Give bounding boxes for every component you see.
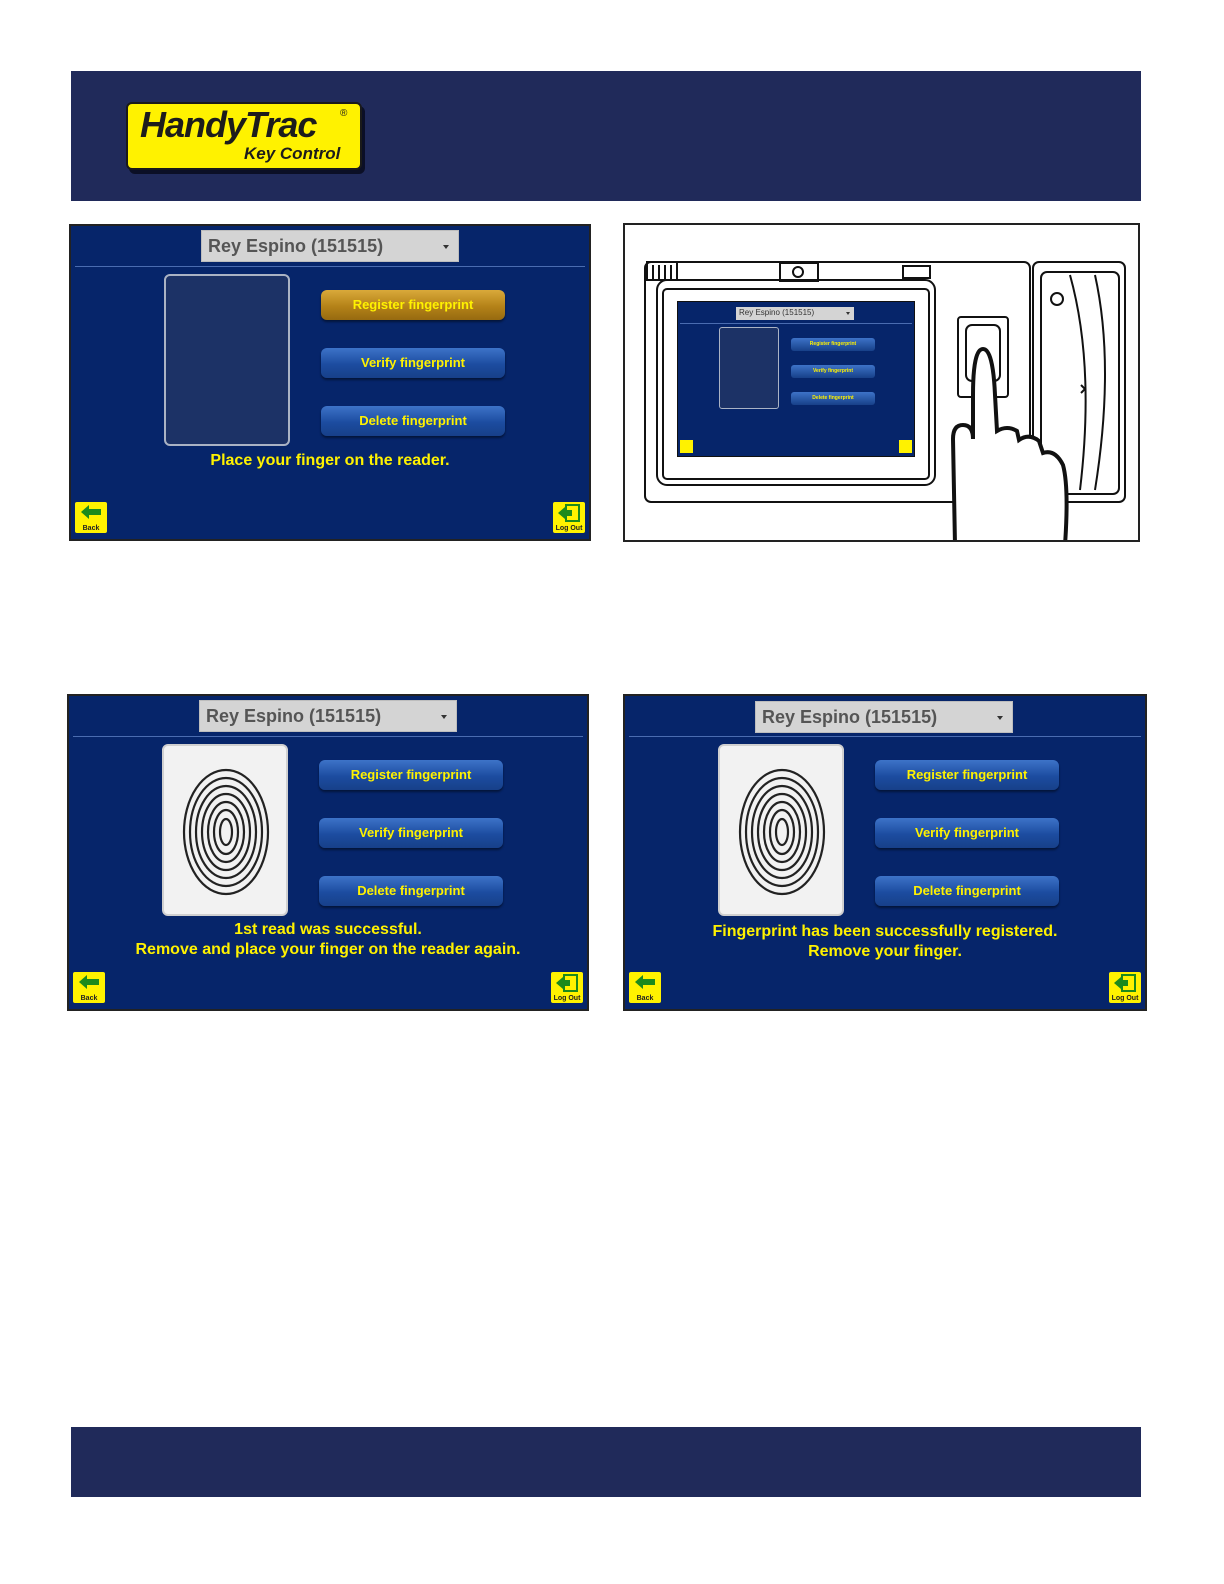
kiosk-screen-preview xyxy=(677,301,915,457)
logo-registered-mark: ® xyxy=(340,108,348,119)
logout-icon xyxy=(557,504,581,522)
fingerprint-image xyxy=(718,744,844,916)
divider xyxy=(75,266,585,267)
kiosk-device-illustration xyxy=(623,223,1140,542)
fingerprint-icon xyxy=(720,746,842,914)
fingerprint-preview-empty xyxy=(164,274,290,446)
back-button[interactable] xyxy=(629,972,661,1003)
fingerprint-image xyxy=(162,744,288,916)
register-fingerprint-button[interactable]: Register fingerprint xyxy=(875,760,1059,790)
back-arrow-icon xyxy=(77,974,101,990)
delete-fingerprint-button[interactable]: Delete fingerprint xyxy=(321,406,505,436)
header-band xyxy=(71,71,1141,201)
mini-divider xyxy=(680,323,912,324)
fingerprint-icon xyxy=(164,746,286,914)
divider xyxy=(629,736,1141,737)
logout-icon xyxy=(555,974,579,992)
logout-label: Log Out xyxy=(555,525,583,532)
logout-button[interactable] xyxy=(1109,972,1141,1003)
chevron-down-icon xyxy=(846,312,850,315)
logout-label: Log Out xyxy=(553,995,581,1002)
back-button[interactable] xyxy=(73,972,105,1003)
mini-register-button: Register fingerprint xyxy=(791,338,875,351)
divider xyxy=(73,736,583,737)
mini-logout-button xyxy=(899,440,912,453)
footer-band xyxy=(71,1427,1141,1497)
mini-fingerprint-preview xyxy=(719,327,779,409)
register-fingerprint-button[interactable]: Register fingerprint xyxy=(319,760,503,790)
delete-fingerprint-button[interactable]: Delete fingerprint xyxy=(319,876,503,906)
user-select[interactable] xyxy=(755,701,1013,733)
chevron-down-icon xyxy=(443,245,449,249)
back-button[interactable] xyxy=(75,502,107,533)
logout-icon xyxy=(1113,974,1137,992)
mini-user-select-value: Rey Espino (151515) xyxy=(739,308,815,317)
chevron-down-icon xyxy=(997,716,1003,720)
user-select-value: Rey Espino (151515) xyxy=(208,236,384,256)
logo-subtitle: Key Control xyxy=(244,144,341,163)
screen-registered xyxy=(623,694,1147,1011)
status-message: Place your finger on the reader. xyxy=(210,452,450,469)
mini-user-select xyxy=(736,307,854,320)
verify-fingerprint-button[interactable]: Verify fingerprint xyxy=(321,348,505,378)
status-message-line1: 1st read was successful. xyxy=(234,921,422,938)
user-select-value: Rey Espino (151515) xyxy=(206,706,382,726)
verify-fingerprint-button[interactable]: Verify fingerprint xyxy=(875,818,1059,848)
back-arrow-icon xyxy=(633,974,657,990)
chevron-down-icon xyxy=(441,715,447,719)
status-message-line2: Remove and place your finger on the reader again. xyxy=(135,941,521,958)
register-fingerprint-button[interactable]: Register fingerprint xyxy=(321,290,505,320)
logout-button[interactable] xyxy=(553,502,585,533)
verify-fingerprint-button[interactable]: Verify fingerprint xyxy=(319,818,503,848)
mini-delete-button: Delete fingerprint xyxy=(791,392,875,405)
back-label: Back xyxy=(636,995,654,1002)
screen-place-finger xyxy=(69,224,591,541)
back-label: Back xyxy=(82,525,100,532)
logout-button[interactable] xyxy=(551,972,583,1003)
user-select-value: Rey Espino (151515) xyxy=(762,707,938,727)
user-select[interactable] xyxy=(201,230,459,262)
logout-label: Log Out xyxy=(1111,995,1139,1002)
mini-back-button xyxy=(680,440,693,453)
status-message-line2: Remove your finger. xyxy=(808,943,962,960)
logo-brand: HandyTrac xyxy=(140,104,317,145)
user-select[interactable] xyxy=(199,700,457,732)
status-message-line1: Fingerprint has been successfully registered. xyxy=(712,923,1058,940)
delete-fingerprint-button[interactable]: Delete fingerprint xyxy=(875,876,1059,906)
mini-verify-button: Verify fingerprint xyxy=(791,365,875,378)
screen-first-read xyxy=(67,694,589,1011)
back-label: Back xyxy=(80,995,98,1002)
back-arrow-icon xyxy=(79,504,103,520)
handytrac-logo xyxy=(126,102,362,170)
